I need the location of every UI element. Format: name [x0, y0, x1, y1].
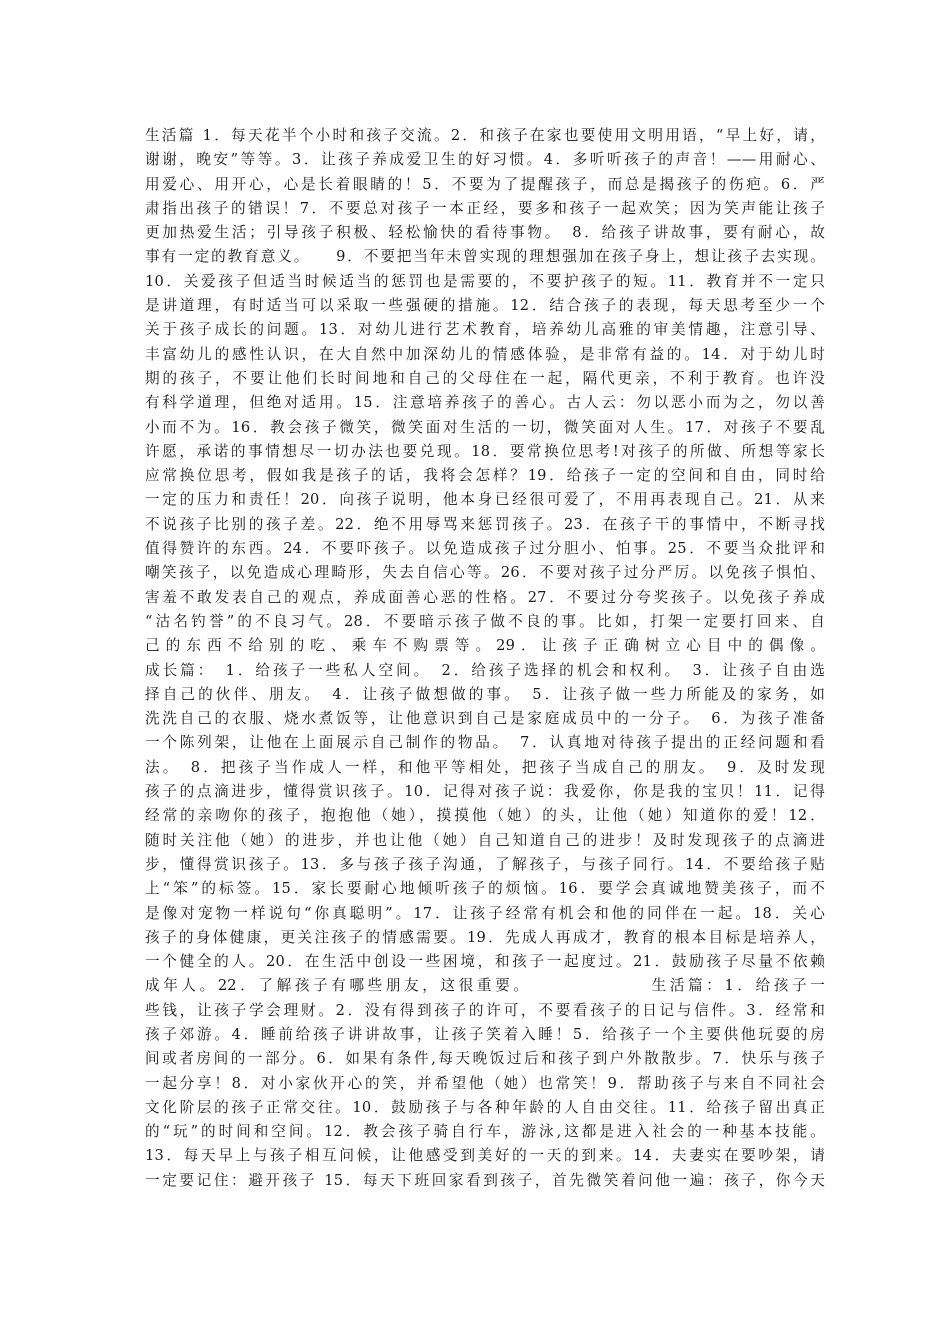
- text-line: 不说孩子比别的孩子差。22．绝不用辱骂来惩罚孩子。23．在孩子干的事情中，不断寻找: [145, 515, 825, 533]
- text-line: 法。 8．把孩子当作成人一样，和他平等相处，把孩子当成自己的朋友。 9．及时发现: [145, 758, 825, 776]
- text-line: 谢谢，晚安”等等。3．让孩子养成爱卫生的好习惯。4．多听听孩子的声音！——用耐心、: [145, 151, 825, 169]
- text-line: 一个健全的人。20．在生活中创设一些困境，和孩子一起度过。21．鼓励孩子尽量不依赖: [145, 953, 825, 971]
- text-line: 洗洗自己的衣服、烧水煮饭等，让他意识到自己是家庭成员中的一分子。 6．为孩子准备: [145, 710, 825, 728]
- text-line: 肃指出孩子的错误！7．不要总对孩子一本正经，要多和孩子一起欢笑；因为笑声能让孩子: [145, 199, 825, 217]
- text-line: 经常的亲吻你的孩子，抱抱他（她），摸摸他（她）的头，让他（她）知道你的爱！12．: [145, 807, 825, 825]
- text-line: 孩子的身体健康，更关注孩子的情感需要。19．先成人再成才，教育的根本目标是培养人，: [145, 928, 825, 946]
- text-line: 间或者房间的一部分。6．如果有条件,每天晚饭过后和孩子到户外散散步。7．快乐与孩子: [145, 1050, 825, 1068]
- text-line: 值得赞许的东西。24．不要吓孩子。以免造成孩子过分胆小、怕事。25．不要当众批评和: [145, 540, 825, 558]
- text-line: 事有一定的教育意义。 9．不要把当年未曾实现的理想强加在孩子身上，想让孩子去实现。: [145, 248, 825, 266]
- text-line: 择自己的伙伴、朋友。 4．让孩子做想做的事。 5．让孩子做一些力所能及的家务，如: [145, 685, 825, 703]
- text-line: 应常换位思考，假如我是孩子的话，我将会怎样？19．给孩子一定的空间和自由，同时给: [145, 467, 825, 485]
- text-line: 成年人。22．了解孩子有哪些朋友，这很重要。 生活篇：1．给孩子一: [145, 977, 825, 995]
- text-line: 小而不为。16．教会孩子微笑，微笑面对生活的一切，微笑面对人生。17．对孩子不要乱: [145, 418, 825, 436]
- text-line: 的“玩”的时间和空间。12．教会孩子骑自行车，游泳,这都是进入社会的一种基本技能。: [145, 1123, 825, 1141]
- text-line: 步，懂得赏识孩子。13．多与孩子孩子沟通，了解孩子，与孩子同行。14．不要给孩子贴: [145, 855, 825, 873]
- text-line: 更加热爱生活；引导孩子积极、轻松愉快的看待事物。 8．给孩子讲故事，要有耐心，故: [145, 224, 825, 242]
- text-line: 用爱心、用开心，心是长着眼睛的！5．不要为了提醒孩子，而总是揭孩子的伤疤。6．严: [145, 175, 825, 193]
- text-line: 一定要记住：避开孩子 15．每天下班回家看到孩子，首先微笑着问他一遍：孩子，你今天: [145, 1171, 825, 1189]
- document-body: [145, 124, 825, 1193]
- text-line: “沽名钓誉”的不良习气。28．不要暗示孩子做不良的事。比如，打架一定要打回来、自: [145, 612, 825, 630]
- text-line: 许愿，承诺的事情想尽一切办法也要兑现。18．要常换位思考!对孩子的所做、所想等家长: [145, 442, 825, 460]
- text-line: 害羞不敢发表自己的观点，养成面善心恶的性格。27．不要过分夸奖孩子。以免孩子养成: [145, 588, 825, 606]
- text-line: 上“笨”的标签。15．家长要耐心地倾听孩子的烦恼。16．要学会真诚地赞美孩子，而不: [145, 880, 825, 898]
- text-line: 成长篇： 1．给孩子一些私人空间。 2．给孩子选择的机会和权利。 3．让孩子自由选: [145, 661, 825, 679]
- text-line: 丰富幼儿的感性认识，在大自然中加深幼儿的情感体验，是非常有益的。14．对于幼儿时: [145, 345, 825, 363]
- text-line: 孩子的点滴进步，懂得赏识孩子。10．记得对孩子说：我爱你，你是我的宝贝！11．记得: [145, 783, 825, 801]
- text-line: 13．每天早上与孩子相互问候，让他感受到美好的一天的到来。14．夫妻实在要吵架，请: [145, 1147, 825, 1165]
- text-line: 文化阶层的孩子正常交往。10．鼓励孩子与各种年龄的人自由交往。11．给孩子留出真正: [145, 1098, 825, 1116]
- text-line: 关于孩子成长的问题。13．对幼儿进行艺术教育，培养幼儿高雅的审美情趣，注意引导、: [145, 321, 825, 339]
- text-line: 是讲道理，有时适当可以采取一些强硬的措施。12．结合孩子的表现，每天思考至少一个: [145, 297, 825, 315]
- text-line: 些钱，让孩子学会理财。2．没有得到孩子的许可，不要看孩子的日记与信件。3．经常和: [145, 1001, 825, 1019]
- text-line: 己的东西不给别的吃、乘车不购票等。29．让孩子正确树立心目中的偶像。: [145, 637, 825, 655]
- text-line: 期的孩子，不要让他们长时间地和自己的父母住在一起，隔代更亲，不利于教育。也许没: [145, 369, 825, 387]
- text-line: 一个陈列架，让他在上面展示自己制作的物品。 7．认真地对待孩子提出的正经问题和看: [145, 734, 825, 752]
- text-line: 生活篇 1．每天花半个小时和孩子交流。2．和孩子在家也要使用文明用语，“早上好，请，: [145, 127, 825, 144]
- text-line: 随时关注他（她）的进步，并也让他（她）自己知道自己的进步！及时发现孩子的点滴进: [145, 831, 825, 849]
- text-line: 嘲笑孩子，以免造成心理畸形，失去自信心等。26．不要对孩子过分严厉。以免孩子惧怕、: [145, 564, 825, 582]
- text-line: 一定的压力和责任！20．向孩子说明，他本身已经很可爱了，不用再表现自己。21．从来: [145, 491, 825, 509]
- text-line: 有科学道理，但绝对适用。15．注意培养孩子的善心。古人云：勿以恶小而为之，勿以善: [145, 394, 825, 412]
- text-line: 孩子郊游。4．睡前给孩子讲讲故事，让孩子笑着入睡！5．给孩子一个主要供他玩耍的房: [145, 1025, 825, 1043]
- text-line: 一起分享！8．对小家伙开心的笑，并希望他（她）也常笑！9．帮助孩子与来自不同社会: [145, 1074, 825, 1092]
- text-line: 10．关爱孩子但适当时候适当的惩罚也是需要的，不要护孩子的短。11．教育并不一定只: [145, 272, 825, 290]
- text-line: 是像对宠物一样说句“你真聪明”。17．让孩子经常有机会和他的同伴在一起。18．关心: [145, 904, 825, 922]
